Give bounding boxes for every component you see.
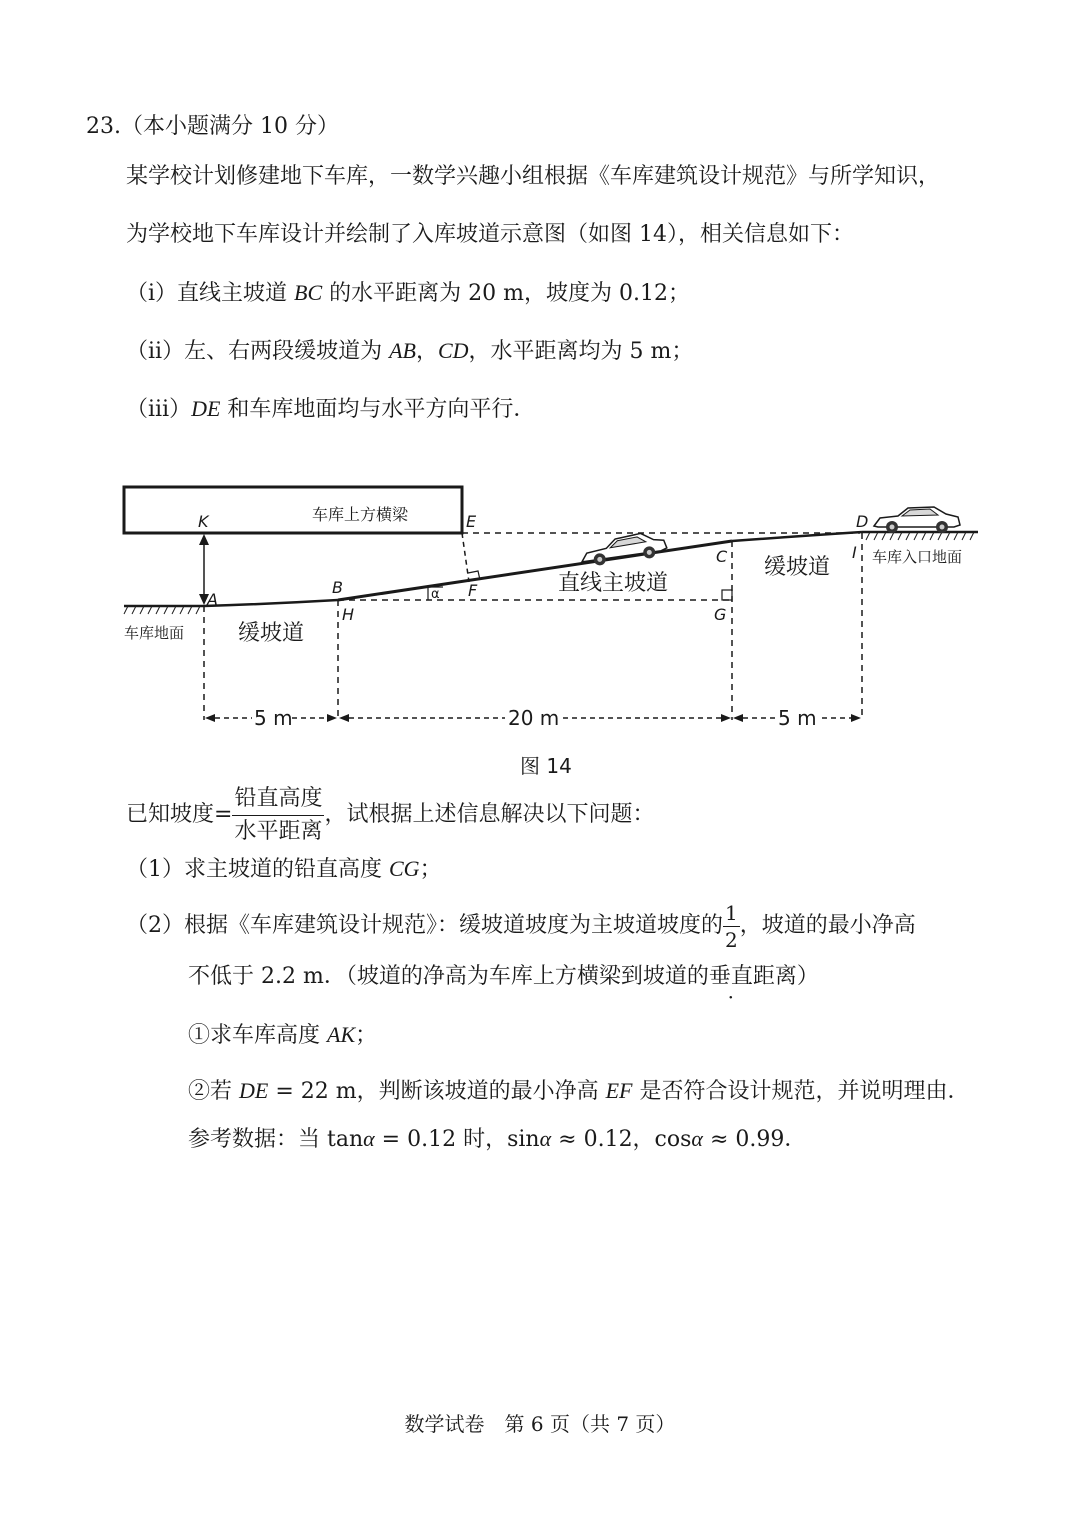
q2-sub1-post: ； [355, 1023, 378, 1048]
q1-post: ； [419, 857, 442, 882]
figure-14-diagram [0, 470, 1080, 790]
q2-sub2-post: 是否符合设计规范，并说明理由． [632, 1079, 970, 1104]
intro-line-2: 为学校地下车库设计并绘制了入库坡道示意图（如图 14），相关信息如下： [126, 222, 854, 247]
q2-sub2-pre: ②若 [188, 1079, 239, 1104]
info2-mid: ， [415, 339, 438, 364]
given-pre: 已知坡度= [126, 802, 233, 827]
dim-right-label: 5 m [778, 706, 817, 730]
point-k: K [198, 512, 209, 531]
ref-post: ≈ 0.99． [702, 1127, 807, 1152]
slow-ramp-right-label: 缓坡道 [764, 555, 831, 580]
info2-pre: （ⅱ）左、右两段缓坡道为 [126, 339, 390, 364]
reference-data [188, 1124, 806, 1155]
question-2-sub-1 [188, 1020, 377, 1051]
problem-heading: 23.（本小题满分 10 分） [86, 114, 339, 139]
q2-sub2-var2: EF [605, 1078, 633, 1103]
info2-var2: CD [437, 338, 469, 363]
info1-post: 的水平距离为 20 m，坡度为 0.12； [322, 281, 690, 306]
right-angle-g [722, 590, 732, 600]
info-item-3 [126, 394, 535, 425]
question-1 [126, 854, 442, 885]
q2-line2-post: 距离） [752, 964, 819, 989]
ref-alpha-2: α [539, 1126, 552, 1151]
ref-mid-1: = 0.12 时，sin [374, 1127, 540, 1152]
point-h: H [342, 605, 355, 624]
info1-var: BC [294, 280, 323, 305]
beam [124, 487, 462, 533]
q1-pre: （1）求主坡道的铅直高度 [126, 857, 389, 882]
intro-line-1: 某学校计划修建地下车库，一数学兴趣小组根据《车库建筑设计规范》与所学知识， [126, 164, 941, 189]
ramp-bc [338, 541, 732, 600]
point-g: G [714, 605, 727, 624]
point-f: F [468, 581, 478, 600]
q2-line1-pre: （2）根据《车库建筑设计规范》：缓坡道坡度为主坡道坡度的 [126, 913, 723, 938]
slope-fraction [232, 783, 324, 848]
q2-line1-post: ，坡道的最小净高 [739, 913, 916, 938]
point-i: I [852, 543, 857, 562]
beam-label: 车库上方横梁 [312, 505, 409, 524]
q2-sub1-pre: ①求车库高度 [188, 1023, 327, 1048]
point-b: B [332, 578, 343, 597]
q1-var: CG [389, 856, 420, 881]
info3-pre: （ⅲ） [126, 397, 192, 422]
slow-ramp-left-label: 缓坡道 [238, 621, 305, 646]
main-ramp-label: 直线主坡道 [558, 571, 669, 596]
info-item-2 [126, 336, 693, 367]
half-denominator: 2 [725, 927, 738, 952]
ref-pre: 参考数据：当 tan [188, 1127, 364, 1152]
q2-line2-pre: 不低于 2.2 m．（坡道的净高为车库上方横梁到坡道的 [188, 964, 709, 989]
dim-left-label: 5 m [254, 706, 293, 730]
entrance-ground-label: 车库入口地面 [872, 548, 963, 566]
angle-alpha-label: α [431, 587, 440, 602]
half-numerator: 1 [725, 900, 738, 925]
garage-floor-label: 车库地面 [124, 624, 185, 642]
ref-alpha-1: α [363, 1126, 375, 1151]
point-a: A [207, 590, 218, 609]
ref-mid-2: ≈ 0.12，cos [551, 1127, 692, 1152]
given-post: ，试根据上述信息解决以下问题： [324, 802, 655, 827]
info-item-1 [126, 278, 690, 309]
q2-line2-emphasis: 垂直 [708, 964, 753, 989]
info1-pre: （ⅰ）直线主坡道 [126, 281, 295, 306]
q2-sub2-mid: = 22 m，判断该坡道的最小净高 [268, 1079, 606, 1104]
q2-sub2-var1: DE [239, 1078, 269, 1103]
info3-post: 和车库地面均与水平方向平行． [220, 397, 536, 422]
half-fraction [723, 900, 740, 953]
point-c: C [716, 547, 728, 566]
question-2-line-1 [126, 898, 916, 956]
ramp-ab [204, 600, 338, 606]
info2-post: ，水平距离均为 5 m； [468, 339, 694, 364]
question-2-line-2 [188, 962, 819, 992]
car-icon-entrance [874, 507, 960, 533]
q2-sub1-var: AK [327, 1022, 356, 1047]
info3-var: DE [191, 396, 221, 421]
page-footer: 数学试卷 第 6 页（共 7 页） [404, 1412, 676, 1436]
point-d: D [856, 512, 869, 531]
dashed-ef [462, 533, 469, 582]
info2-var1: AB [389, 338, 416, 363]
slope-numerator: 铅直高度 [232, 783, 324, 816]
point-e: E [466, 512, 477, 531]
given-definition [126, 782, 654, 850]
dim-mid-label: 20 m [508, 706, 560, 730]
slope-denominator: 水平距离 [234, 818, 323, 844]
figure-caption: 图 14 [520, 754, 572, 778]
ref-alpha-3: α [691, 1126, 703, 1151]
question-2-sub-2 [188, 1076, 969, 1107]
